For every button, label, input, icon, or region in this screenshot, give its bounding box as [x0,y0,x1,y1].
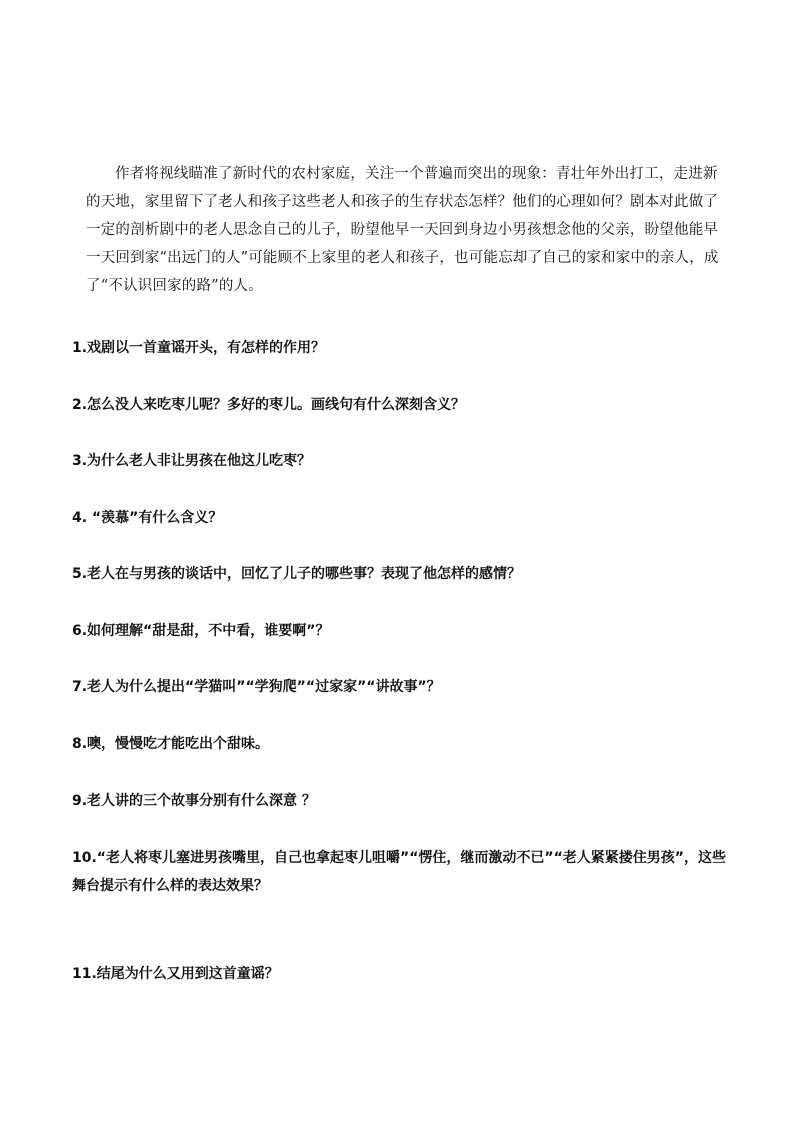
question-7: 7.老人为什么提出“学猫叫”“学狗爬”“过家家”“讲故事”？ [72,679,441,695]
question-2: 2.怎么没人来吃枣儿呢？多好的枣儿。画线句有什么深刻含义？ [72,397,466,413]
question-8: 8.噢，慢慢吃才能吃出个甜味。 [72,736,270,752]
question-4: 4. “羡慕”有什么含义？ [72,510,223,526]
question-11: 11.结尾为什么又用到这首童谣？ [72,966,279,982]
intro-paragraph: 作者将视线瞄准了新时代的农村家庭，关注一个普遍而突出的现象：青壮年外出打工，走进新的天地，家里留下了老人和孩子这些老人和孩子的生存状态怎样？他们的心理如何？剧本对此做了一定的剖析剧中的老人思念自己的儿子，盼望他早一天回到身边小男孩想念他的父亲，盼望他能早一天回到家“出远门的人”可能顾不上家里的老人和孩子，也可能忘却了自己的家和家中的亲人，成了“不认识回家的路”的人。 [86,166,719,294]
question-5: 5.老人在与男孩的谈话中，回忆了儿子的哪些事？表现了他怎样的感情？ [72,566,522,582]
question-10: 10.“老人将枣儿塞进男孩嘴里，自己也拿起枣儿咀嚼”“愣住，继而激动不已”“老人紧紧搂住男孩”，这些舞台提示有什么样的表达效果？ [72,850,727,894]
question-1: 1.戏剧以一首童谣开头，有怎样的作用？ [72,340,326,356]
question-9: 9.老人讲的三个故事分别有什么深意 ？ [72,793,316,809]
question-3: 3.为什么老人非让男孩在他这儿吃枣？ [72,453,312,469]
question-6: 6.如何理解“甜是甜，不中看，谁要啊”？ [72,623,330,639]
